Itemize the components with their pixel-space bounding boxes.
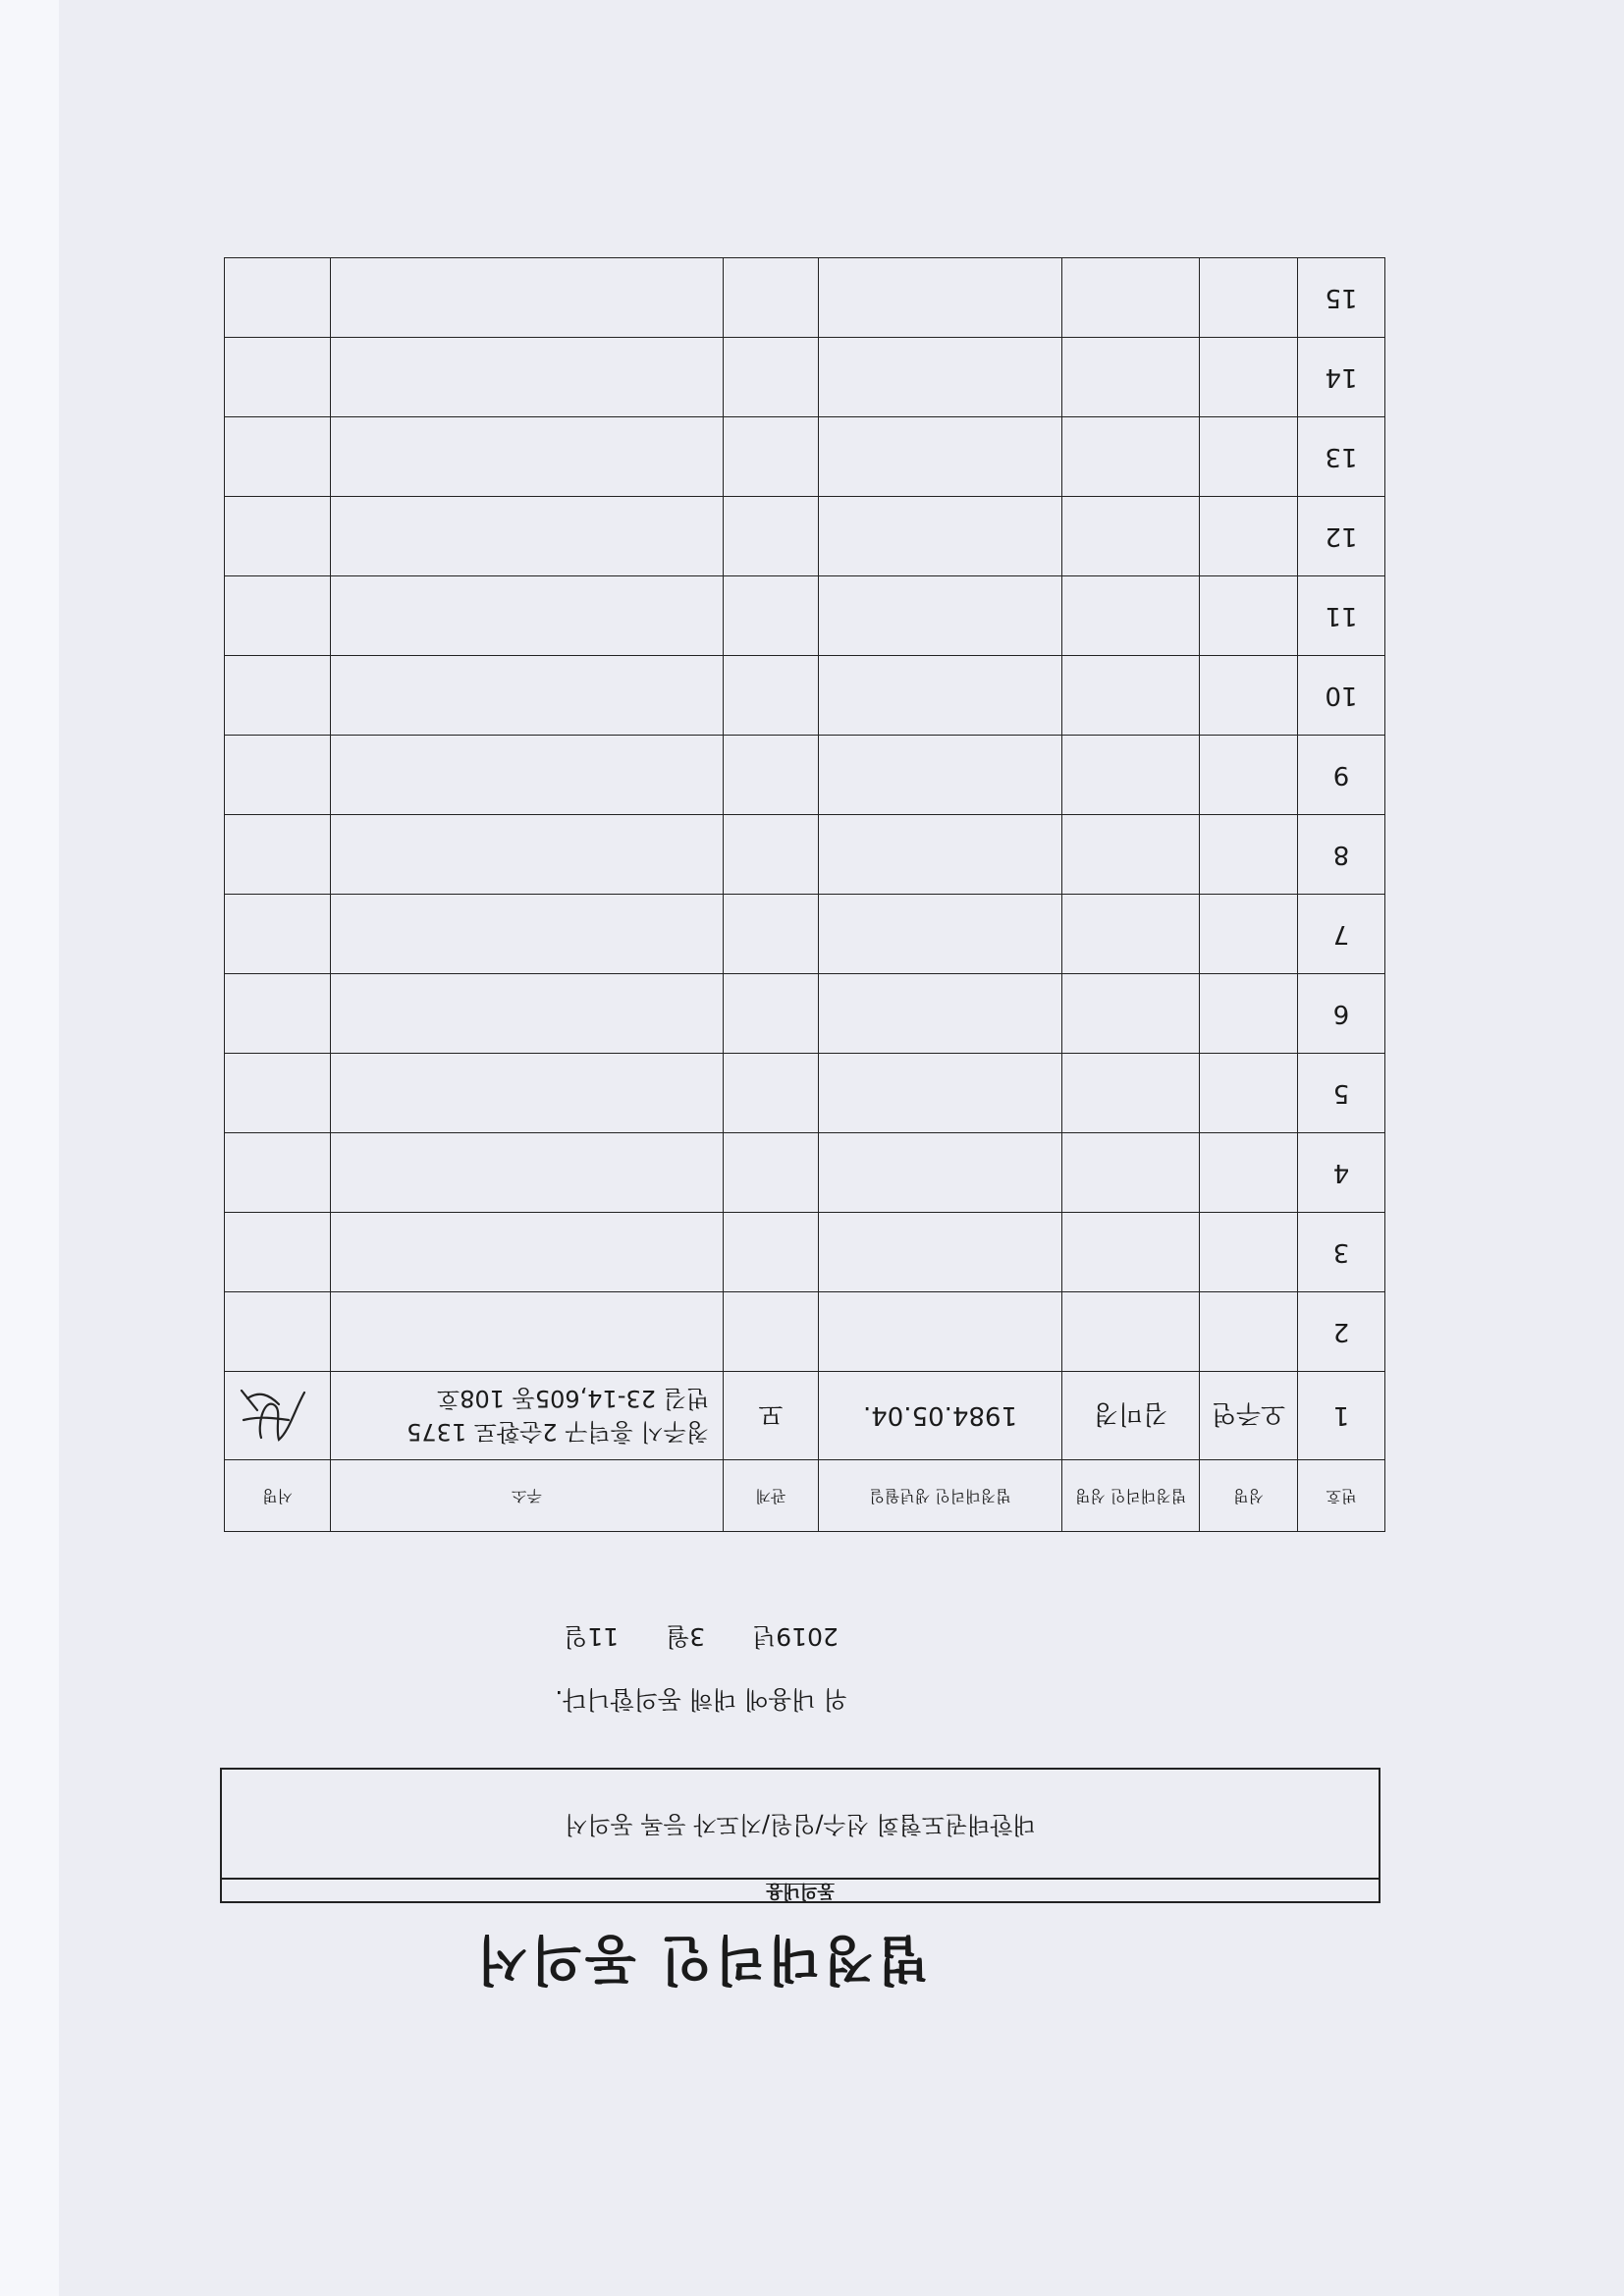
cell-name: 오주연 <box>1200 1372 1298 1460</box>
cell-no: 4 <box>1298 1133 1385 1213</box>
header-guardian-birth: 법정대리인 생년월일 <box>819 1460 1062 1532</box>
table-row <box>225 497 1385 576</box>
cell-no: 14 <box>1298 338 1385 417</box>
cell-name <box>1200 417 1298 497</box>
cell-relation <box>724 1292 819 1372</box>
cell-no: 1 <box>1298 1372 1385 1460</box>
cell-address <box>331 417 724 497</box>
consent-box-content: 대한태권도협회 선수/임원/지도자 등록 동의서 <box>565 1811 1036 1838</box>
cell-name <box>1200 576 1298 656</box>
cell-no: 2 <box>1298 1292 1385 1372</box>
cell-guardian-name <box>1062 974 1200 1054</box>
cell-guardian-name <box>1062 258 1200 338</box>
cell-guardian-name <box>1062 1292 1200 1372</box>
cell-relation <box>724 1133 819 1213</box>
cell-relation <box>724 497 819 576</box>
cell-address <box>331 736 724 815</box>
table-row <box>225 1213 1385 1292</box>
consent-box <box>220 1768 1380 1903</box>
cell-guardian-birth <box>819 1133 1062 1213</box>
cell-guardian-name <box>1062 576 1200 656</box>
cell-no: 7 <box>1298 895 1385 974</box>
cell-guardian-birth <box>819 258 1062 338</box>
cell-guardian-name <box>1062 1133 1200 1213</box>
cell-address <box>331 1372 724 1460</box>
page-margin-strip <box>0 0 59 2296</box>
cell-no: 6 <box>1298 974 1385 1054</box>
cell-address <box>331 895 724 974</box>
header-signature: 서명 <box>225 1460 331 1532</box>
table-row <box>225 974 1385 1054</box>
handwritten-signature <box>237 1382 319 1450</box>
cell-relation <box>724 895 819 974</box>
cell-relation <box>724 338 819 417</box>
cell-address <box>331 974 724 1054</box>
cell-address <box>331 576 724 656</box>
cell-name <box>1200 497 1298 576</box>
cell-no: 5 <box>1298 1054 1385 1133</box>
table-row <box>225 576 1385 656</box>
cell-address <box>331 497 724 576</box>
cell-signature <box>225 1292 331 1372</box>
cell-guardian-birth <box>819 736 1062 815</box>
cell-signature <box>225 497 331 576</box>
cell-guardian-birth <box>819 1054 1062 1133</box>
header-relation: 관계 <box>724 1460 819 1532</box>
page-title: 법정대리인 동의서 <box>473 1929 929 1992</box>
cell-guardian-name: 김미경 <box>1062 1372 1200 1460</box>
cell-guardian-birth <box>819 1292 1062 1372</box>
table-row <box>225 895 1385 974</box>
cell-signature <box>225 338 331 417</box>
guardian-table <box>224 257 1385 1532</box>
cell-no: 15 <box>1298 258 1385 338</box>
cell-address <box>331 1292 724 1372</box>
header-address: 주소 <box>331 1460 724 1532</box>
consent-box-header-label: 동의내용 <box>766 1881 835 1901</box>
cell-guardian-birth <box>819 417 1062 497</box>
cell-signature <box>225 258 331 338</box>
cell-no: 9 <box>1298 736 1385 815</box>
cell-address <box>331 815 724 895</box>
cell-name <box>1200 258 1298 338</box>
cell-relation <box>724 1213 819 1292</box>
cell-guardian-birth <box>819 895 1062 974</box>
cell-relation <box>724 974 819 1054</box>
cell-guardian-name <box>1062 1213 1200 1292</box>
cell-relation <box>724 417 819 497</box>
cell-no: 11 <box>1298 576 1385 656</box>
cell-name <box>1200 815 1298 895</box>
table-row <box>225 656 1385 736</box>
cell-guardian-name <box>1062 417 1200 497</box>
cell-signature <box>225 815 331 895</box>
cell-signature <box>225 1133 331 1213</box>
cell-signature <box>225 576 331 656</box>
cell-relation <box>724 576 819 656</box>
cell-no: 12 <box>1298 497 1385 576</box>
cell-guardian-birth <box>819 974 1062 1054</box>
cell-guardian-birth <box>819 497 1062 576</box>
table-row <box>225 1054 1385 1133</box>
cell-address <box>331 1213 724 1292</box>
cell-signature <box>225 656 331 736</box>
cell-name <box>1200 1054 1298 1133</box>
cell-signature <box>225 974 331 1054</box>
agree-statement: 위 내용에 대해 동의합니다. <box>555 1685 847 1714</box>
cell-guardian-birth <box>819 815 1062 895</box>
table-row <box>225 417 1385 497</box>
header-name: 성명 <box>1200 1460 1298 1532</box>
cell-name <box>1200 895 1298 974</box>
header-guardian-name: 법정대리인 성명 <box>1062 1460 1200 1532</box>
header-no: 번호 <box>1298 1460 1385 1532</box>
table-row <box>225 338 1385 417</box>
cell-guardian-name <box>1062 1054 1200 1133</box>
cell-address <box>331 1133 724 1213</box>
cell-relation <box>724 1054 819 1133</box>
signing-date: 2019년 3월 11일 <box>564 1622 839 1651</box>
cell-guardian-birth <box>819 656 1062 736</box>
cell-guardian-name <box>1062 656 1200 736</box>
cell-no: 8 <box>1298 815 1385 895</box>
cell-no: 13 <box>1298 417 1385 497</box>
cell-signature <box>225 1054 331 1133</box>
cell-no: 3 <box>1298 1213 1385 1292</box>
cell-guardian-birth <box>819 338 1062 417</box>
table-row <box>225 815 1385 895</box>
address-line-1: 청주시 흥덕구 2순환로 1375 <box>406 1418 709 1447</box>
cell-guardian-birth <box>819 576 1062 656</box>
cell-relation: 모 <box>724 1372 819 1460</box>
cell-name <box>1200 338 1298 417</box>
cell-signature <box>225 1213 331 1292</box>
cell-name <box>1200 1292 1298 1372</box>
cell-relation <box>724 815 819 895</box>
cell-guardian-name <box>1062 895 1200 974</box>
cell-name <box>1200 974 1298 1054</box>
cell-guardian-name <box>1062 338 1200 417</box>
cell-name <box>1200 1213 1298 1292</box>
consent-box-header <box>222 1878 1379 1901</box>
cell-guardian-name <box>1062 736 1200 815</box>
table-row <box>225 736 1385 815</box>
cell-signature <box>225 417 331 497</box>
cell-name <box>1200 736 1298 815</box>
cell-no: 10 <box>1298 656 1385 736</box>
table-row <box>225 1133 1385 1213</box>
cell-signature <box>225 736 331 815</box>
cell-relation <box>724 656 819 736</box>
table-row <box>225 1372 1385 1460</box>
cell-address <box>331 338 724 417</box>
table-header-row <box>225 1460 1385 1532</box>
cell-guardian-birth <box>819 1213 1062 1292</box>
cell-guardian-birth: 1984.05.04. <box>819 1372 1062 1460</box>
cell-name <box>1200 1133 1298 1213</box>
table-row <box>225 1292 1385 1372</box>
address-line-2: 번길 23-14,605동 108호 <box>437 1385 709 1413</box>
cell-signature <box>225 1372 331 1460</box>
cell-address <box>331 656 724 736</box>
cell-address <box>331 1054 724 1133</box>
table-row <box>225 258 1385 338</box>
cell-address <box>331 258 724 338</box>
cell-guardian-name <box>1062 497 1200 576</box>
cell-relation <box>724 258 819 338</box>
cell-relation <box>724 736 819 815</box>
cell-name <box>1200 656 1298 736</box>
cell-signature <box>225 895 331 974</box>
cell-guardian-name <box>1062 815 1200 895</box>
